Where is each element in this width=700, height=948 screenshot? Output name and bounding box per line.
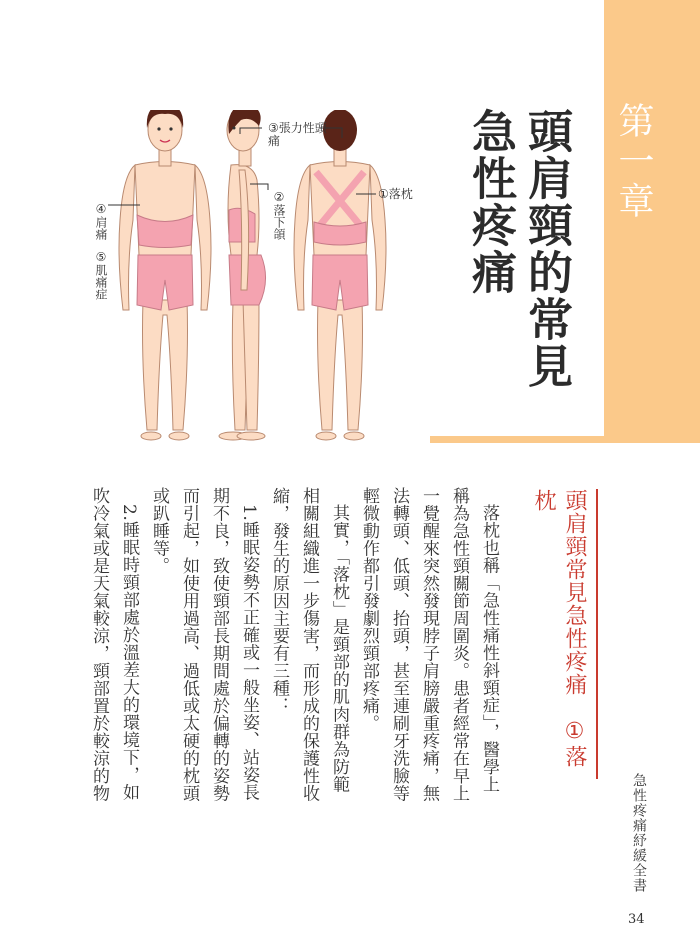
paragraph: 落枕也稱「急性痛性斜頸症」，醫學上稱為急性頸關節周圍炎。患者經常在早上一覺醒來突然發現脖子肩膀嚴重疼痛，無法轉頭、低頭、抬頭，甚至連刷牙洗臉等輕微動作都引發劇烈頸部疼痛。 (359, 487, 499, 802)
section-heading: 頭肩頸常見急性疼痛 ①落枕 (528, 489, 598, 779)
label-tension-headache: ③張力性頭痛 (268, 121, 327, 148)
book-title: 急性疼痛紓緩全書 (631, 773, 647, 893)
body-illustration (0, 110, 430, 450)
label-jaw: ②落下頜 (272, 190, 286, 240)
page-number: 34 (628, 912, 645, 927)
paragraph: 1.睡眠姿勢不正確或一般坐姿、站姿長期不良，致使頸部長期間處於偏轉的姿勢而引起，如使用過高、過低或太硬的枕頭或趴睡等。 (149, 487, 259, 802)
label-stiff-neck: ①落枕 (378, 187, 413, 201)
paragraph: 其實，「落枕」是頸部的肌肉群為防範相關組織進一步傷害，而形成的保護性收縮，發生的原因主要有三種： (269, 487, 349, 802)
chapter-label: 第一章 (613, 102, 654, 222)
figure-side (219, 110, 266, 440)
label-shoulder-pain: ④肩痛 (94, 202, 108, 240)
figure-back (294, 110, 386, 440)
chapter-title: 頭肩頸的常見急性疼痛 (464, 108, 573, 390)
body-illustration-svg (0, 110, 430, 450)
figure-front (119, 110, 211, 440)
paragraph: 2.睡眠時頸部處於溫差大的環境下，如吹冷氣或是天氣較涼，頸部置於較涼的物 (89, 487, 139, 802)
label-myalgia: ⑤肌痛症 (94, 250, 108, 300)
body-text (84, 487, 504, 807)
